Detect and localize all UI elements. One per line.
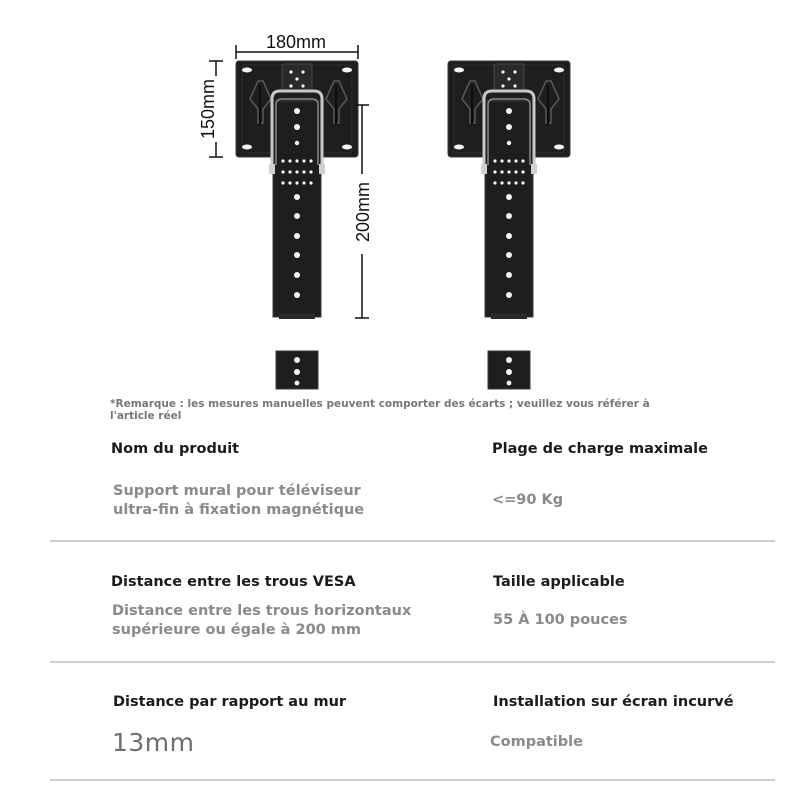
screen-size-label: Taille applicable xyxy=(493,574,625,590)
width-dimension xyxy=(236,32,358,59)
curved-screen-value: Compatible xyxy=(490,734,583,750)
product-name-value: Support mural pour téléviseur ultra-fin à fixation magnétique xyxy=(113,483,365,518)
width-dimension-label: 180mm xyxy=(265,32,327,52)
spec-divider xyxy=(50,540,775,542)
spec-divider xyxy=(50,779,775,781)
max-load-value: <=90 Kg xyxy=(492,492,564,508)
spec-divider xyxy=(50,661,775,663)
left-bracket xyxy=(236,61,358,389)
strip-height-label: 200mm xyxy=(353,181,373,243)
vesa-distance-label: Distance entre les trous VESA xyxy=(111,574,356,590)
wall-distance-label: Distance par rapport au mur xyxy=(113,694,347,710)
plate-height-label: 150mm xyxy=(198,78,218,140)
curved-screen-label: Installation sur écran incurvé xyxy=(493,694,734,710)
right-bracket xyxy=(448,61,570,389)
wall-distance-value: 13mm xyxy=(112,728,195,757)
screen-size-value: 55 À 100 pouces xyxy=(493,612,628,628)
max-load-label: Plage de charge maximale xyxy=(492,441,708,457)
measurement-note: *Remarque : les mesures manuelles peuvent comporter des écarts ; veuillez vous référer à l'article réel xyxy=(110,398,650,422)
vesa-distance-value: Distance entre les trous horizontaux supérieure ou égale à 200 mm xyxy=(112,603,412,638)
plate-height-dimension xyxy=(198,61,223,157)
product-name-label: Nom du produit xyxy=(111,441,240,457)
